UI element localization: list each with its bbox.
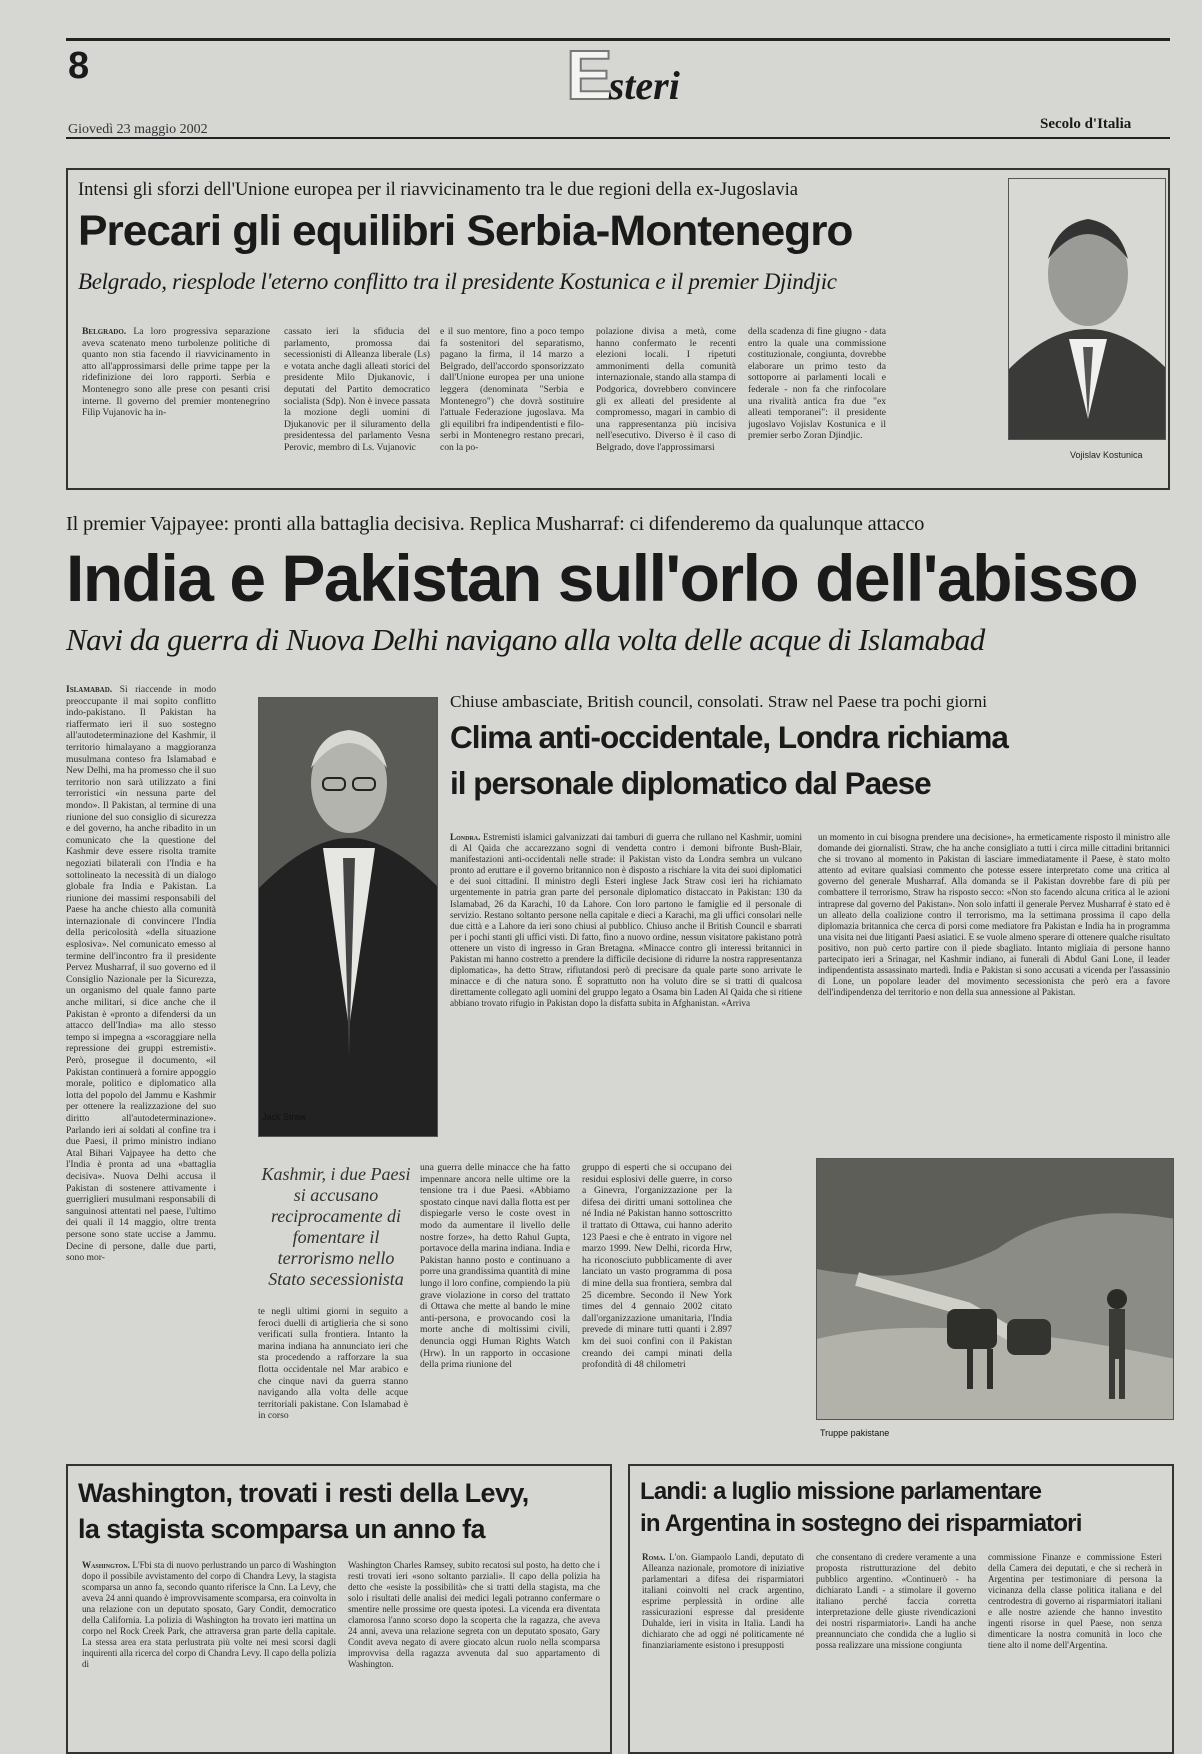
londra-col-1 — [450, 832, 802, 1116]
landi-col-2-text: che consentano di credere veramente a una proposta ristrutturazione del debito pubblico argentino. «Continuerò - ha dichiarato Landi - a stimolare il governo italiano perché faccia corretta interpretazione delle giuste rivendicazioni dei nostri risparmiatori». Landi ha anche preannunciato che condida che a luglio si possa realizzare una missione congiunta — [816, 1552, 976, 1650]
india-col-4 — [582, 1162, 732, 1448]
india-col-1-text: Si riaccende in modo preoccupante il mai sopito conflitto indo-pakistano. Il Pakistan ha riaffermato ieri il suo sostegno all'autodeterminazione del Kashmir, il territorio himalayano a maggioranza musulmana conteso fra Islamabad e New Delhi, ma ha promesso che il suo territorio non sarà utilizzato a fini terroristici «in nessuna parte del mondo». Il Pakistan, al termine di una riunione del suo consiglio di sicurezza e del governo, ha anche ribadito in un comunicato che la questione del Kashmir deve essere risolta tramite negoziati bilaterali con l'India e ha sottolineato la necessità di un dialogo globale fra India e Pakistan. La riunione dei massimi responsabili del Paese ha anche chiesto alla comunità internazionale di convincere l'India della pericolosità «della situazione esplosiva». Nel comunicato emesso al termine dell'incontro fra il presidente Pervez Musharraf, il suo governo ed il Consiglio Nazionale per la Sicurezza, un organismo del quale fanno parte anche militari, si dice anche che il Pakistan è «pronto a difendersi da un attacco dell'India» ma allo stesso tempo si impegna a «scoraggiare nella repressione dei gruppi estremisti». Però, prosegue il documento, «il Pakistan continuerà a fornire appoggio morale, politico e diplomatico alla lotta del popolo del Jammu e Kashmir per ottenere la realizzazione del suo diritto all'autodeterminazione». Parlando ieri ai soldati al confine tra i due Paesi, il primo ministro indiano Atal Bihari Vajpayee ha detto che l'India è pronta ad una «battaglia decisiva». Nuova Delhi accusa il Pakistan di sostenere attivamente i guerriglieri musulmani responsabili di sanguinosi attentati nel paese, l'ultimo dei quali il 14 maggio, oltre trenta persone sono state uccise a Jammu. Decine di persone, dalle due parti, sono mor- — [66, 684, 216, 1264]
washington-headline-line1: Washington, trovati i resti della Levy, — [78, 1478, 529, 1508]
straw-caption: Jack Straw — [262, 1112, 307, 1122]
india-col-2-text: te negli ultimi giorni in seguito a feroci duelli di artiglieria che si sono verificati sulla frontiera. Intanto la marina indiana ha annunciato ieri che sta procedendo a rafforzare la sua flotta occidentale nel Mar arabico e che cinque navi da guerra stanno navigando alla volta delle acque territoriali pakistane. Con Islamabad è in corso — [258, 1306, 408, 1422]
washington-col-2 — [348, 1560, 600, 1744]
india-col-2 — [258, 1306, 408, 1448]
india-pullquote: Kashmir, i due Paesi si accusano reciprocamente di fomentare il terrorismo nello Stato secessionista — [261, 1164, 411, 1289]
londra-headline-line1: Clima anti-occidentale, Londra richiama — [450, 719, 1008, 755]
india-kicker: Il premier Vajpayee: pronti alla battaglia decisiva. Replica Musharraf: ci difenderemo da qualunque attacco — [66, 513, 925, 535]
india-col-4-text: gruppo di esperti che si occupano dei residui esplosivi delle guerre, in corso a Ginevra, l'organizzazione per la difesa dei diritti umani sottolinea che né India né Pakistan hanno sottoscritto il trattato di Ottawa, cui hanno aderito 123 Paesi e che è entrato in vigore nel marzo 1999. New Delhi, ricorda Hrw, ha riconosciuto pubblicamente di aver lanciato un vasto programma di posa di mine della sua frontiera, sembra dal 25 dicembre. Secondo il New York times del 4 gennaio 2002 citato dall'organizzazione umanitaria, l'India prevede di minare tutti quanti i 2.897 km dei suoi confini con il Pakistan creando dei campi minati della profondità di 48 chilometri — [582, 1162, 732, 1371]
londra-kicker: Chiuse ambasciate, British council, consolati. Straw nel Paese tra pochi giorni — [450, 692, 987, 711]
serbia-dateline: Belgrado. — [82, 326, 127, 337]
washington-col-1 — [82, 1560, 336, 1744]
serbia-col-2 — [284, 326, 430, 478]
india-dateline: Islamabad. — [66, 684, 113, 695]
londra-col-2 — [818, 832, 1170, 1116]
washington-col-2-text: Washington Charles Ramsey, subito recatosi sul posto, ha detto che i resti trovati ieri «sono soltanto parziali». Il capo della polizia ha detto che «esiste la possibilità» che si tratti della stagista, ma che solo i risultati delle analisi dei medici legali potranno confermare o smentire nelle prossime ore questa ipotesi. La vicenda era diventata clamorosa l'anno scorso dopo la scoperta che la ragazza, che aveva 24 anni, aveva una relazione segreta con un deputato sposato, Gary Condit aveva negato di avere giocato alcun ruolo nella scomparsa improvvisa della ragazza avvenuta dal suo appartamento di Washington. — [348, 1560, 600, 1669]
landi-col-3-text: commissione Finanze e commissione Esteri della Camera dei deputati, e che si recherà in Argentina per testimoniare di persona la vicinanza della classe politica italiana e del centrodestra di governo ai risparmiatori italiani e alle nostre aziende che hanno investito ingenti risorse in quel Paese, non senza dimenticare la nostra comunità in loco che tiene alto il nome dell'Argentina. — [988, 1552, 1162, 1650]
section-rest: steri — [608, 63, 680, 108]
serbia-col-1-text: La loro progressiva separazione aveva scatenato meno turbolenze politiche di quanto non stia facendo il riavvicinamento in atto all'approssimarsi delle prime tappe per la ridefinizione dei loro rapporti. Serbia e Montenegro sono alle prese con pesanti crisi interne. Il governo del premier montenegrino Filip Vujanovic ha in- — [82, 326, 270, 419]
washington-col-1-text: L'Fbi sta di nuovo perlustrando un parco di Washington dopo il possibile avvistamento del corpo di Chandra Levy, la stagista scomparsa un anno fa, secondo quanto riferisce la Cnn. La Levy, che aveva 24 anni quando è improvvisamente scomparsa, era coinvolta in una relazione con un deputato sposato, Gary Condit, democratico della California. La polizia di Washington ha trovato ieri mattina un corpo nel Rock Creek Park, che attraversa gran parte della capitale. La stessa area era stata perlustrata più volte nei mesi scorsi dagli inquirenti alla ricerca del corpo di Chandra Levy. Il capo della polizia di — [82, 1560, 336, 1669]
landi-col-3 — [988, 1552, 1162, 1744]
india-subhead: Navi da guerra di Nuova Delhi navigano alla volta delle acque di Islamabad — [66, 622, 985, 657]
publication-name: Secolo d'Italia — [1040, 116, 1132, 132]
kostunica-photo — [1008, 178, 1166, 440]
straw-portrait-icon — [259, 698, 438, 1137]
londra-col-2-text: un momento in cui bisogna prendere una decisione», ha ermeticamente risposto il ministro alle domande dei giornalisti. Straw, che ha anche consigliato a tutti i circa mille cittadini britannici che si trovano al momento in Pakistan di lasciare immediatamente il Paese, è stato molto attento ad evitare qualsiasi commento che potesse essere interpretato come una critica al governo del generale Musharraf. Alla domanda se il Pakistan dovrebbe fare di più per combattere il terrorismo, Straw ha risposto secco: «Non sto facendo alcuna critica al le azioni intraprese dal governo del Pakistan». Non solo infatti il generale Pervez Musharraf è stato ed è un alleato della coalizione contro il terrorismo, ma la settimana prossima il capo della diplomazia britannica che cerca di porsi come mediatore fra Pakistan e India ha in programma una visita nei due litiganti Paesi asiatici. E se vuole almeno sperare di ottenere qualche risultato positivo, non può certo partire con il piede sbagliato. Intanto migliaia di persone hanno partecipato ieri a Srinagar, nel Kashmir indiano, ai funerali di Abdul Gani Lone, il leader indipendentista assassinato martedì. India e Pakistan si sono accusati a vicenda per l'assassinio di Lone, un popolare leader del movimento secessionista che però era a favore dell'indipendenza del territorio e non della sua annessione al Pakistan. — [818, 832, 1170, 998]
landi-dateline: Roma. — [642, 1552, 666, 1562]
india-col-3-text: una guerra delle minacce che ha fatto impennare ancora nelle ultime ore la tensione tra i due Paesi. «Abbiamo spostato cinque navi dalla flotta est per dispiegarle verso le coste ovest in modo da aumentare il livello delle nostre forze», ha detto Rahul Gupta, portavoce della marina indiana. India e Pakistan hanno posto e continuano a porre una grandissima quantità di mine lungo il loro confine, compiendo la più grave violazione in corso del trattato di Ottawa che mette al bando le mine anti-persona, e provocando così la morte anche di moltissimi civili, denuncia oggi Human Rights Watch (Hrw). In un rapporto in occasione della prima riunione del — [420, 1162, 570, 1371]
londra-dateline: Londra. — [450, 832, 481, 842]
section-title — [566, 36, 680, 114]
india-headline: India e Pakistan sull'orlo dell'abisso — [66, 541, 1138, 615]
landi-col-1-text: L'on. Giampaolo Landi, deputato di Alleanza nazionale, promotore di iniziative parlamentari a difesa dei risparmiatori italiani coinvolti nel crack argentino, esprime perplessità in ordine alle rassicurazioni espresse dal presidente Duhalde, ieri in visita in Italia. Landi ha dichiarato che ad oggi né politicamente né finanziariamente esistono i presupposti — [642, 1552, 804, 1650]
troops-caption: Truppe pakistane — [820, 1428, 890, 1438]
date-line: Giovedì 23 maggio 2002 — [68, 122, 208, 137]
serbia-col-4 — [596, 326, 736, 478]
serbia-col-5-text: della scadenza di fine giugno - data entro la quale una commissione costituzionale, congiunta, dovrebbe elaborare un primo testo da sottoporre ai parlamenti locali e federale - non fa che rinfocolare una rivalità antica fra due "ex alleati temporanei": il presidente jugoslavo Vojislav Kostunica e il premier serbo Zoran Djindjic. — [748, 326, 886, 442]
kostunica-caption: Vojislav Kostunica — [1070, 450, 1143, 460]
serbia-subhead: Belgrado, riesplode l'eterno conflitto tra il presidente Kostunica e il premier Djindjic — [78, 269, 837, 294]
header-rule — [66, 137, 1170, 139]
serbia-col-1 — [82, 326, 270, 478]
landi-col-2 — [816, 1552, 976, 1744]
serbia-col-5 — [748, 326, 886, 478]
landi-headline-line2: in Argentina in sostegno dei risparmiatori — [640, 1510, 1082, 1537]
serbia-kicker: Intensi gli sforzi dell'Unione europea per il riavvicinamento tra le due regioni della ex-Jugoslavia — [78, 180, 798, 200]
india-col-1 — [66, 684, 216, 1448]
serbia-headline: Precari gli equilibri Serbia-Montenegro — [78, 207, 853, 255]
serbia-col-3 — [440, 326, 584, 478]
kostunica-portrait-icon — [1009, 179, 1166, 440]
londra-headline-line2: il personale diplomatico dal Paese — [450, 765, 931, 801]
troops-photo — [816, 1158, 1174, 1420]
section-initial: E — [566, 36, 613, 114]
serbia-col-3-text: e il suo mentore, fino a poco tempo fa sostenitori del separatismo, pagano la firma, il 14 marzo a Belgrado, dell'accordo sponsorizzato dall'Unione europea per una unione leggera (denominata "Serbia e Montenegro") che dovrà sostituire l'attuale Federazione jugoslava. Ma gli equilibri fra indipendentisti e filo-serbi in Montenegro restano precari, con la po- — [440, 326, 584, 453]
washington-dateline: Washington. — [82, 1560, 130, 1570]
washington-headline-line2: la stagista scomparsa un anno fa — [78, 1514, 485, 1544]
page-number: 8 — [68, 45, 90, 87]
straw-photo — [258, 697, 438, 1137]
landi-headline-line1: Landi: a luglio missione parlamentare — [640, 1478, 1042, 1505]
londra-col-1-text: Estremisti islamici galvanizzati dai tamburi di guerra che rullano nel Kashmir, uomini di Al Qaida che accarezzano sogni di vendetta contro i demoni bifronte Bush-Blair, manifestazioni anti-occidentali nelle strade: il Pakistan visto da Londra sembra un vulcano pronto ad eruttare e il governo britannico non è disposto a rischiare la vita dei suoi diplomatici e dei suoi cittadini. Il ministro degli Esteri inglese Jack Straw così ieri ha richiamato urgentemente in patria gran parte del personale diplomatico distaccato in Pakistan: 130 da Islamabad, 26 da Karachi, 10 da Lahore. Con loro partono le famiglie ed il personale di servizio. Restano soltanto persone nella capitale e dieci a Karachi, ma gli uffici consolari nelle due città e a Lahore da ieri sono chiusi al pubblico. Chiuso anche il British Council e sbarrati per i pochi stanti gli uffici visti. Di fatto, fino a nuovo ordine, nessun visitatore pakistano potrà ottenere un visto di ingresso in Gran Bretagna. «Minacce contro gli interessi britannici in Pakistan mi hanno costretto a prendere la difficile decisione di ridurre la nostra rappresentanza diplomatica», ha detto Straw, rifiutandosi però di precisare da quale parte sono arrivate le minacce e di che natura sono. È soprattutto non ha voluto dire se si tratti di qualcosa direttamente collegato agli uomini del gruppo legato a Osama bin Laden Al Qaida che si ritiene abbiano trovato rifugio in Pakistan dopo la disfatta subita in Afghanistan. «Arriva — [450, 832, 802, 1009]
india-col-3 — [420, 1162, 570, 1448]
troops-scene-icon — [817, 1159, 1174, 1420]
serbia-col-2-text: cassato ieri la sfiducia del parlamento, promossa dai secessionisti di Alleanza liberale (Ls) e votata anche dagli alleati storici del presidente Milo Djukanovic, i deputati del Partito democratico socialista (Sdp). Non è invece passata la mozione degli uomini di Djukanovic per il siluramento della presidentessa del parlamento Vesna Perovic, membro di Ls. Vujanovic — [284, 326, 430, 453]
serbia-col-4-text: polazione divisa a metà, come hanno confermato le recenti elezioni locali. I ripetuti ammonimenti della comunità internazionale, stando alla stampa di Podgorica, dovrebbero convincere gli ex alleati del presidente al compromesso, magari in cambio di una rappresentanza più incisiva nell'esecutivo. Diverso è il caso di Belgrado, dove l'approssimarsi — [596, 326, 736, 453]
landi-col-1 — [642, 1552, 804, 1744]
